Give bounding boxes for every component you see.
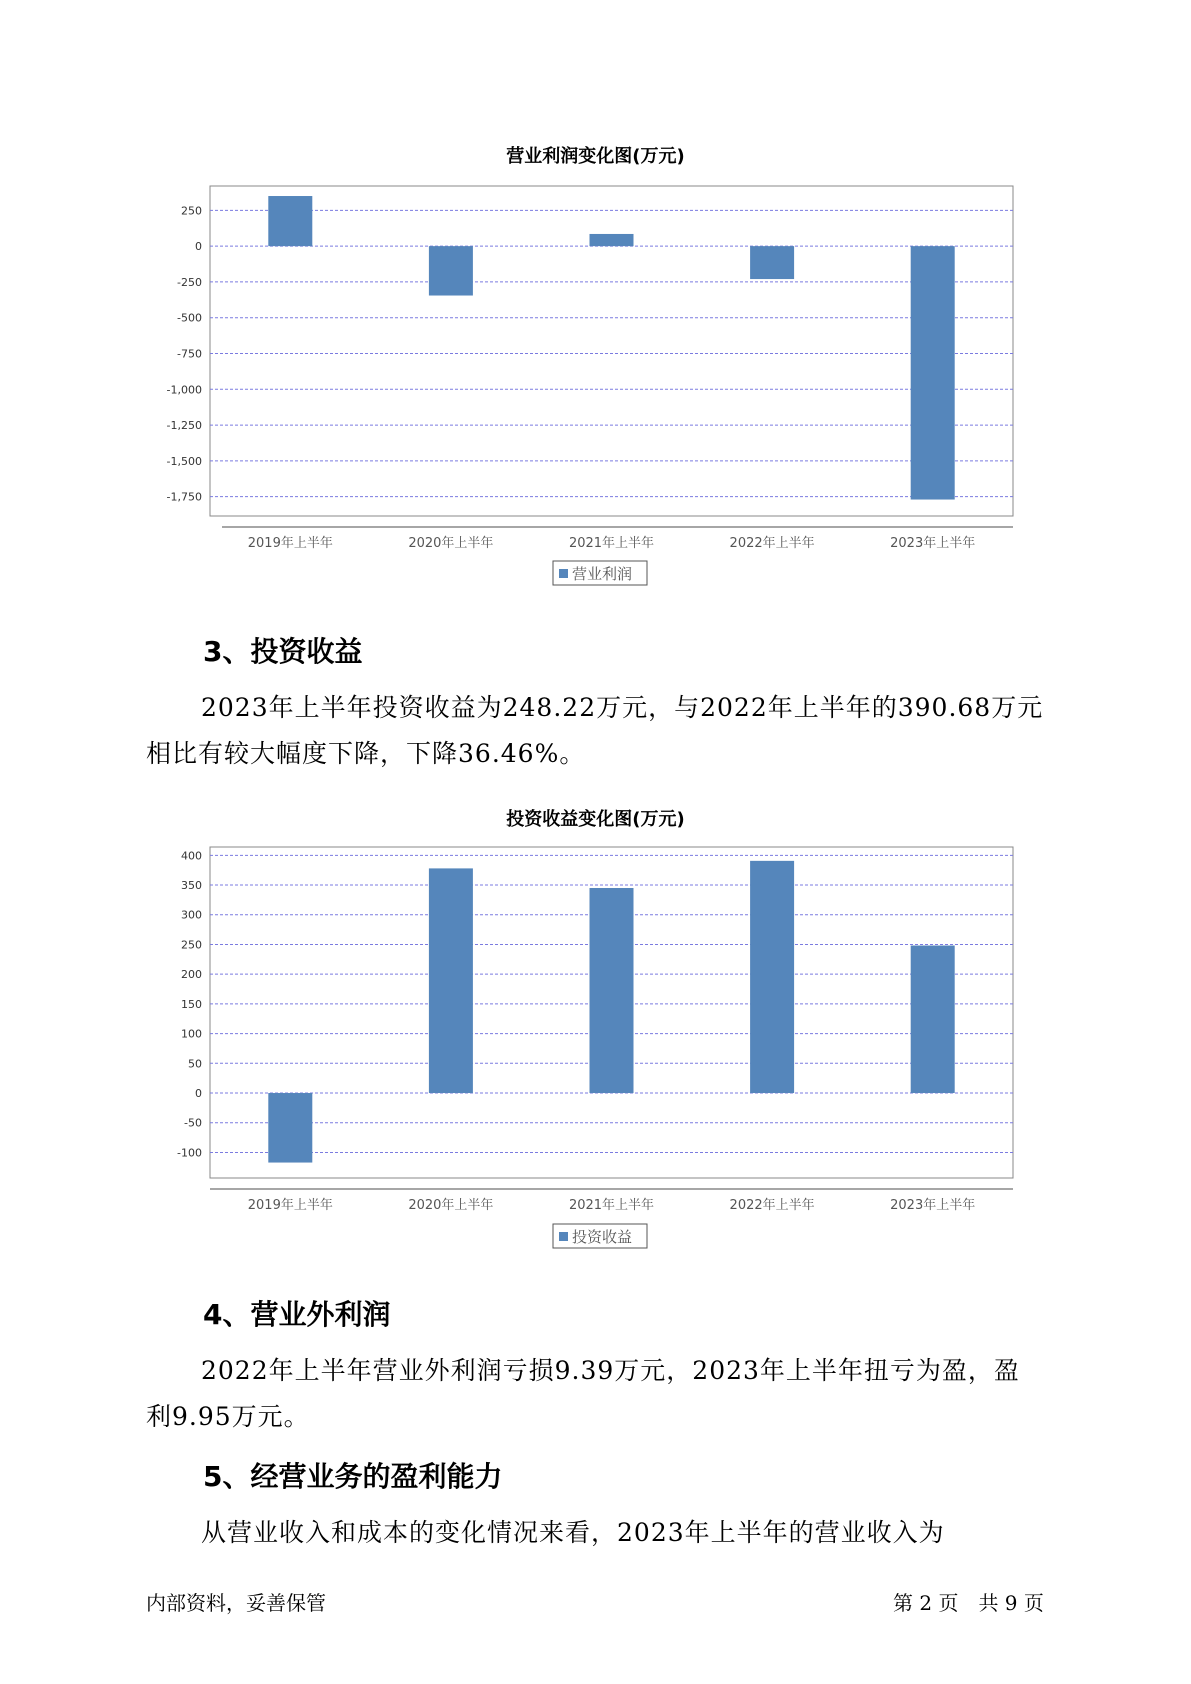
chart1-ytick-label: -1,000 (166, 383, 202, 397)
chart2-category-label: 2021年上半年 (568, 1198, 655, 1213)
chart1-ytick-label: -1,250 (166, 419, 202, 433)
section3-heading: 3、投资收益 (203, 635, 363, 668)
chart1-ytick-label: -1,750 (166, 490, 202, 504)
chart1-category-label: 2023年上半年 (890, 536, 976, 551)
chart1-ytick-label: -750 (177, 347, 202, 361)
section4-line-2: 利9.95万元。 (146, 1402, 310, 1431)
operating-profit-chart (0, 160, 1191, 600)
chart2-bar (268, 1093, 312, 1163)
chart2-bar (429, 868, 473, 1093)
chart2-ytick-label: 200 (181, 968, 202, 982)
chart2-legend-swatch (559, 1232, 568, 1241)
chart2-ytick-label: 100 (181, 1027, 202, 1041)
chart2-bar (750, 861, 794, 1093)
chart2-category-label: 2019年上半年 (247, 1198, 333, 1213)
chart2-ytick-label: -50 (184, 1116, 202, 1130)
chart2-ytick-label: 300 (181, 908, 202, 922)
chart1-ytick-label: -500 (177, 311, 202, 325)
chart1-bar (750, 246, 794, 279)
chart2-ytick-label: 400 (181, 849, 202, 863)
chart2-ytick-label: 250 (181, 938, 202, 952)
chart2-ytick-label: 350 (181, 879, 202, 893)
chart2-title: 投资收益变化图(万元) (506, 809, 685, 830)
chart1-bar (911, 246, 955, 499)
chart1-category-label: 2020年上半年 (408, 536, 494, 551)
chart2-legend-label: 投资收益 (572, 1228, 633, 1246)
section3-line-1: 2023年上半年投资收益为248.22万元，与2022年上半年的390.68万元 (201, 693, 1044, 722)
chart1-legend-label: 营业利润 (572, 565, 633, 583)
footer-confidential-note: 内部资料，妥善保管 (146, 1591, 326, 1615)
chart1-ytick-label: -1,500 (166, 454, 202, 468)
chart2-category-label: 2023年上半年 (890, 1198, 976, 1213)
chart2-category-label: 2022年上半年 (729, 1198, 815, 1213)
chart2-ytick-label: 50 (188, 1057, 202, 1071)
section4-line-1: 2022年上半年营业外利润亏损9.39万元，2023年上半年扭亏为盈，盈 (201, 1356, 1020, 1385)
chart1-bar (590, 234, 634, 246)
investment-income-chart (0, 830, 1191, 1250)
chart1-category-label: 2019年上半年 (247, 536, 333, 551)
chart2-ytick-label: 0 (195, 1087, 202, 1101)
chart2-bar (590, 888, 634, 1093)
chart1-bar (268, 196, 312, 246)
chart1-bar (429, 246, 473, 295)
section5-heading: 5、经营业务的盈利能力 (203, 1460, 503, 1493)
chart1-category-label: 2021年上半年 (568, 536, 655, 551)
chart1-ytick-label: 0 (195, 240, 202, 254)
chart1-legend-swatch (559, 569, 568, 578)
chart1-title: 营业利润变化图(万元) (506, 146, 685, 167)
chart2-ytick-label: -100 (177, 1146, 202, 1160)
chart2-ytick-label: 150 (181, 997, 202, 1011)
chart2-category-label: 2020年上半年 (408, 1198, 494, 1213)
chart1-ytick-label: -250 (177, 275, 202, 289)
section5-line-1: 从营业收入和成本的变化情况来看，2023年上半年的营业收入为 (201, 1518, 945, 1547)
footer-page-number: 第 2 页 共 9 页 (893, 1591, 1044, 1615)
chart1-ytick-label: 250 (181, 204, 202, 218)
section3-line-2: 相比有较大幅度下降，下降36.46%。 (146, 739, 586, 768)
section4-heading: 4、营业外利润 (203, 1298, 391, 1331)
chart2-bar (911, 946, 955, 1094)
chart1-category-label: 2022年上半年 (729, 536, 815, 551)
